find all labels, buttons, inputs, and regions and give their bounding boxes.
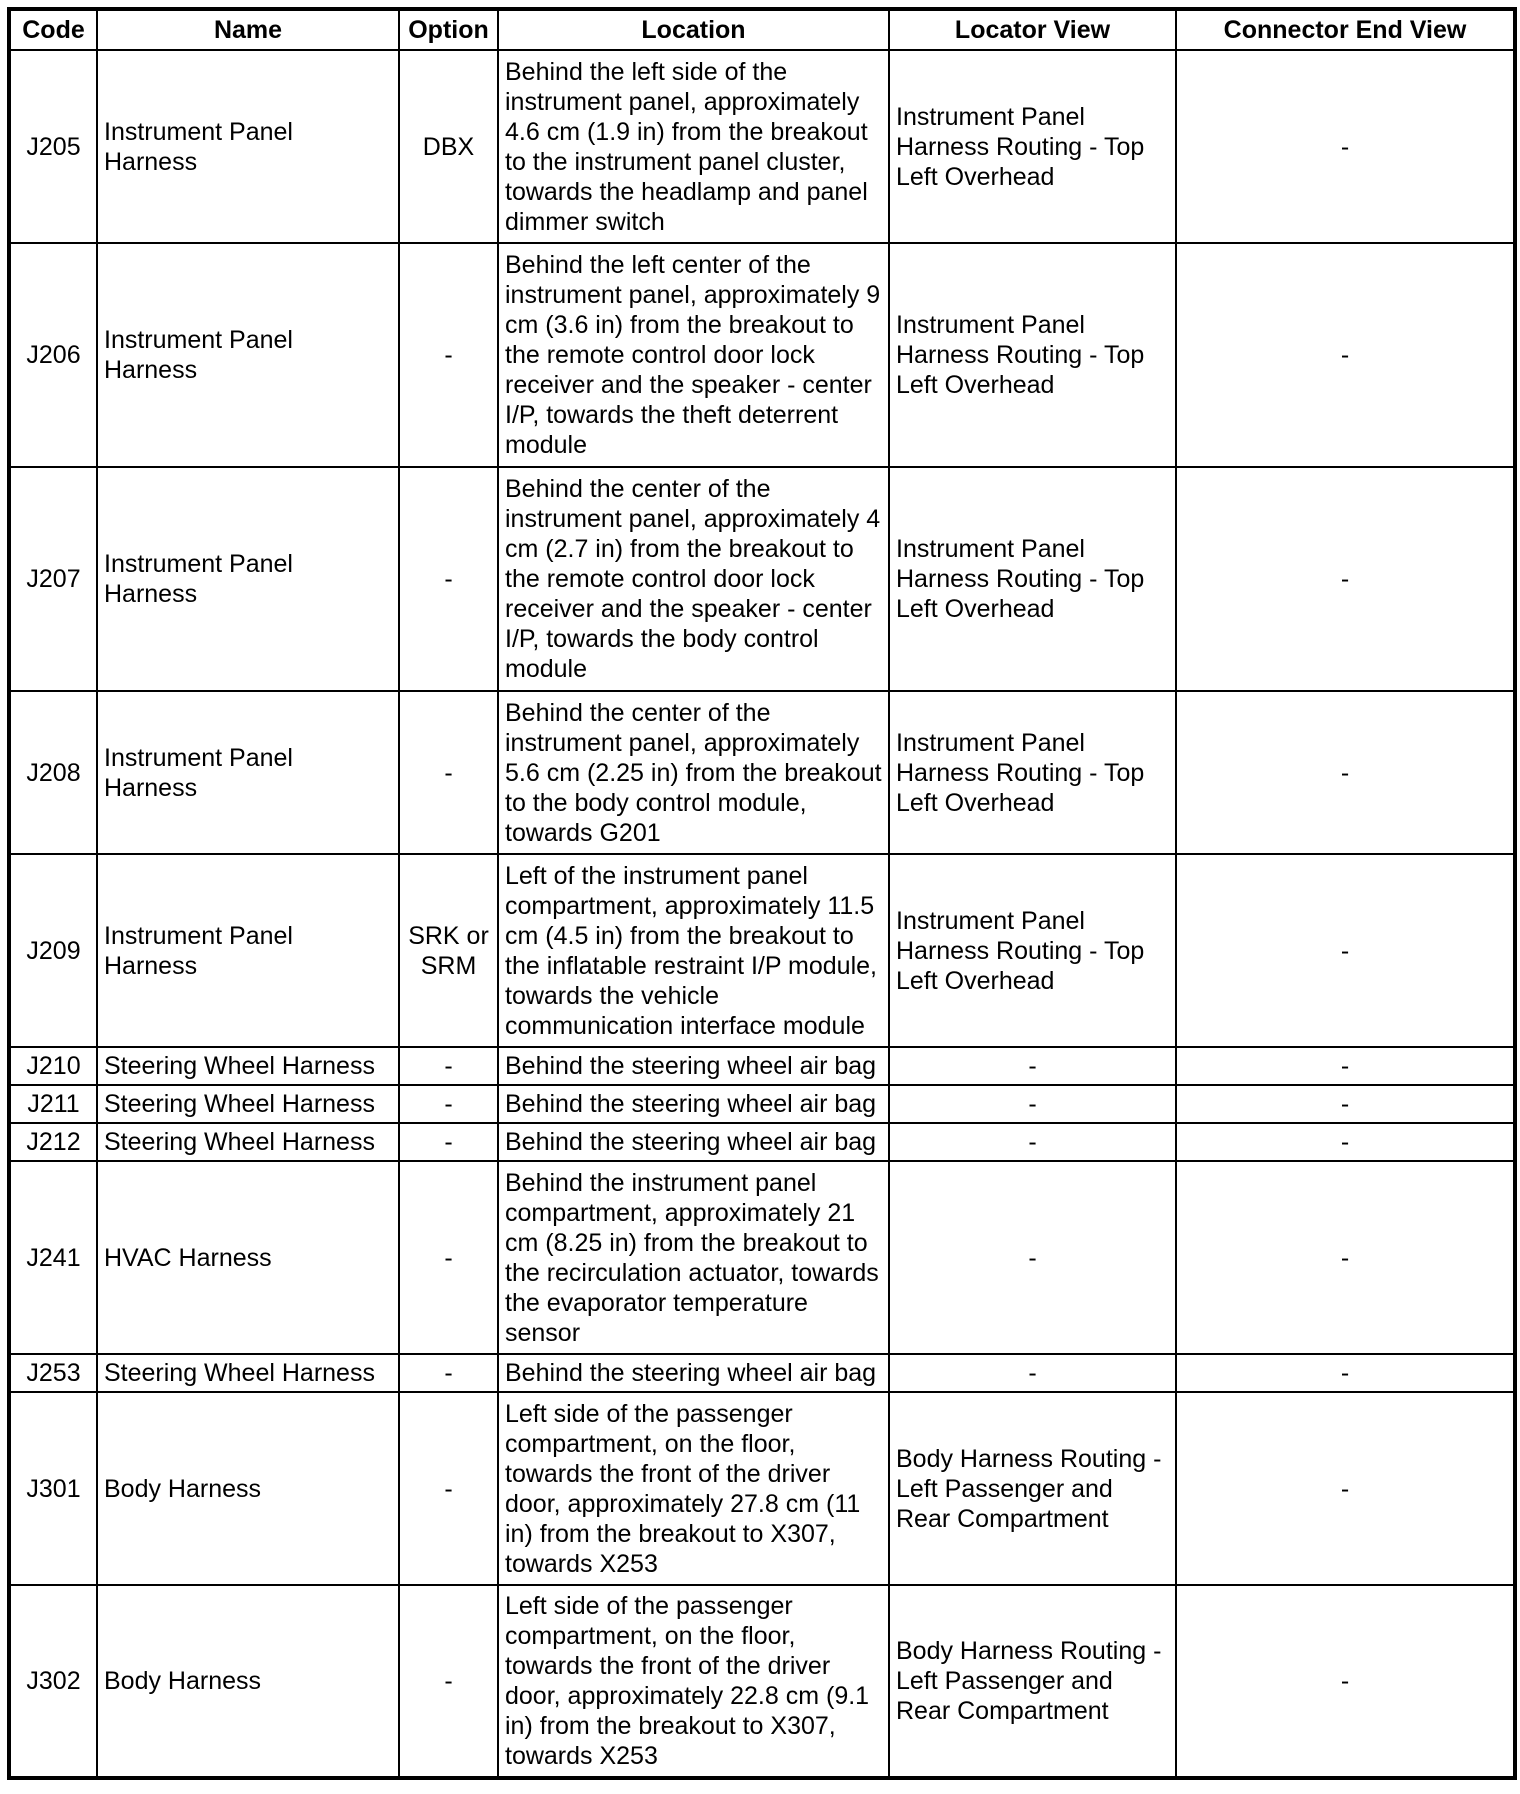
- cell-option: -: [399, 1123, 498, 1161]
- table-row: [9, 50, 1515, 243]
- cell-name: Steering Wheel Harness: [97, 1047, 399, 1085]
- cell-name: Body Harness: [97, 1585, 399, 1778]
- cell-connector-end-view: -: [1176, 1085, 1515, 1123]
- cell-locator-view: Instrument Panel Harness Routing - Top Left Overhead: [889, 691, 1176, 854]
- cell-locator-view: -: [889, 1085, 1176, 1123]
- header-option: Option: [399, 9, 498, 50]
- connector-table: [7, 7, 1517, 1780]
- cell-code: J211: [9, 1085, 97, 1123]
- cell-location: Behind the steering wheel air bag: [498, 1047, 889, 1085]
- cell-name: Instrument Panel Harness: [97, 691, 399, 854]
- table-row: [9, 691, 1515, 854]
- cell-locator-view: Body Harness Routing - Left Passenger and Rear Compartment: [889, 1392, 1176, 1585]
- cell-name: Steering Wheel Harness: [97, 1354, 399, 1392]
- cell-location: Behind the center of the instrument panel, approximately 4 cm (2.7 in) from the breakout to the remote control door lock receiver and the speaker - center I/P, towards the body control module: [498, 467, 889, 691]
- cell-code: J206: [9, 243, 97, 467]
- table-row: [9, 1585, 1515, 1778]
- cell-connector-end-view: -: [1176, 467, 1515, 691]
- cell-option: -: [399, 243, 498, 467]
- table-row: [9, 1161, 1515, 1354]
- cell-location: Behind the steering wheel air bag: [498, 1085, 889, 1123]
- table-row: [9, 1392, 1515, 1585]
- table-row: [9, 467, 1515, 691]
- cell-code: J301: [9, 1392, 97, 1585]
- cell-name: Instrument Panel Harness: [97, 467, 399, 691]
- cell-option: -: [399, 691, 498, 854]
- cell-locator-view: Instrument Panel Harness Routing - Top Left Overhead: [889, 243, 1176, 467]
- cell-name: Steering Wheel Harness: [97, 1123, 399, 1161]
- cell-option: -: [399, 1085, 498, 1123]
- cell-name: HVAC Harness: [97, 1161, 399, 1354]
- cell-option: DBX: [399, 50, 498, 243]
- cell-location: Behind the left center of the instrument panel, approximately 9 cm (3.6 in) from the breakout to the remote control door lock receiver and the speaker - center I/P, towards the theft deterrent module: [498, 243, 889, 467]
- cell-location: Left side of the passenger compartment, on the floor, towards the front of the driver door, approximately 22.8 cm (9.1 in) from the breakout to X307, towards X253: [498, 1585, 889, 1778]
- cell-option: -: [399, 1047, 498, 1085]
- table-row: [9, 1047, 1515, 1085]
- header-connector-end-view: Connector End View: [1176, 9, 1515, 50]
- cell-location: Behind the steering wheel air bag: [498, 1123, 889, 1161]
- cell-code: J209: [9, 854, 97, 1047]
- header-name: Name: [97, 9, 399, 50]
- cell-location: Behind the left side of the instrument panel, approximately 4.6 cm (1.9 in) from the breakout to the instrument panel cluster, towards the headlamp and panel dimmer switch: [498, 50, 889, 243]
- header-code: Code: [9, 9, 97, 50]
- cell-connector-end-view: -: [1176, 243, 1515, 467]
- cell-name: Steering Wheel Harness: [97, 1085, 399, 1123]
- cell-name: Body Harness: [97, 1392, 399, 1585]
- cell-name: Instrument Panel Harness: [97, 854, 399, 1047]
- cell-code: J207: [9, 467, 97, 691]
- header-locator-view: Locator View: [889, 9, 1176, 50]
- cell-connector-end-view: -: [1176, 1161, 1515, 1354]
- cell-code: J208: [9, 691, 97, 854]
- table-row: [9, 854, 1515, 1047]
- cell-locator-view: -: [889, 1161, 1176, 1354]
- cell-connector-end-view: -: [1176, 1392, 1515, 1585]
- cell-locator-view: Instrument Panel Harness Routing - Top Left Overhead: [889, 467, 1176, 691]
- cell-location: Behind the steering wheel air bag: [498, 1354, 889, 1392]
- cell-code: J205: [9, 50, 97, 243]
- cell-locator-view: -: [889, 1354, 1176, 1392]
- cell-location: Behind the instrument panel compartment, approximately 21 cm (8.25 in) from the breakout to the recirculation actuator, towards the evaporator temperature sensor: [498, 1161, 889, 1354]
- cell-name: Instrument Panel Harness: [97, 243, 399, 467]
- cell-option: -: [399, 1392, 498, 1585]
- cell-code: J253: [9, 1354, 97, 1392]
- cell-connector-end-view: -: [1176, 1585, 1515, 1778]
- header-location: Location: [498, 9, 889, 50]
- cell-connector-end-view: -: [1176, 1047, 1515, 1085]
- table-row: [9, 243, 1515, 467]
- table-row: [9, 1354, 1515, 1392]
- table-row: [9, 1085, 1515, 1123]
- cell-name: Instrument Panel Harness: [97, 50, 399, 243]
- cell-location: Left of the instrument panel compartment, approximately 11.5 cm (4.5 in) from the breakout to the inflatable restraint I/P module, towards the vehicle communication interface module: [498, 854, 889, 1047]
- cell-locator-view: Instrument Panel Harness Routing - Top Left Overhead: [889, 50, 1176, 243]
- cell-code: J302: [9, 1585, 97, 1778]
- cell-connector-end-view: -: [1176, 1123, 1515, 1161]
- cell-connector-end-view: -: [1176, 691, 1515, 854]
- cell-locator-view: -: [889, 1047, 1176, 1085]
- cell-locator-view: Body Harness Routing - Left Passenger and Rear Compartment: [889, 1585, 1176, 1778]
- cell-option: -: [399, 467, 498, 691]
- cell-code: J210: [9, 1047, 97, 1085]
- cell-code: J241: [9, 1161, 97, 1354]
- cell-option: -: [399, 1585, 498, 1778]
- table-row: [9, 1123, 1515, 1161]
- cell-connector-end-view: -: [1176, 50, 1515, 243]
- cell-option: SRK or SRM: [399, 854, 498, 1047]
- cell-option: -: [399, 1354, 498, 1392]
- cell-connector-end-view: -: [1176, 854, 1515, 1047]
- cell-connector-end-view: -: [1176, 1354, 1515, 1392]
- header-row: [9, 9, 1515, 50]
- cell-locator-view: -: [889, 1123, 1176, 1161]
- cell-location: Behind the center of the instrument panel, approximately 5.6 cm (2.25 in) from the breakout to the body control module, towards G201: [498, 691, 889, 854]
- cell-option: -: [399, 1161, 498, 1354]
- cell-locator-view: Instrument Panel Harness Routing - Top Left Overhead: [889, 854, 1176, 1047]
- cell-location: Left side of the passenger compartment, on the floor, towards the front of the driver door, approximately 27.8 cm (11 in) from the breakout to X307, towards X253: [498, 1392, 889, 1585]
- cell-code: J212: [9, 1123, 97, 1161]
